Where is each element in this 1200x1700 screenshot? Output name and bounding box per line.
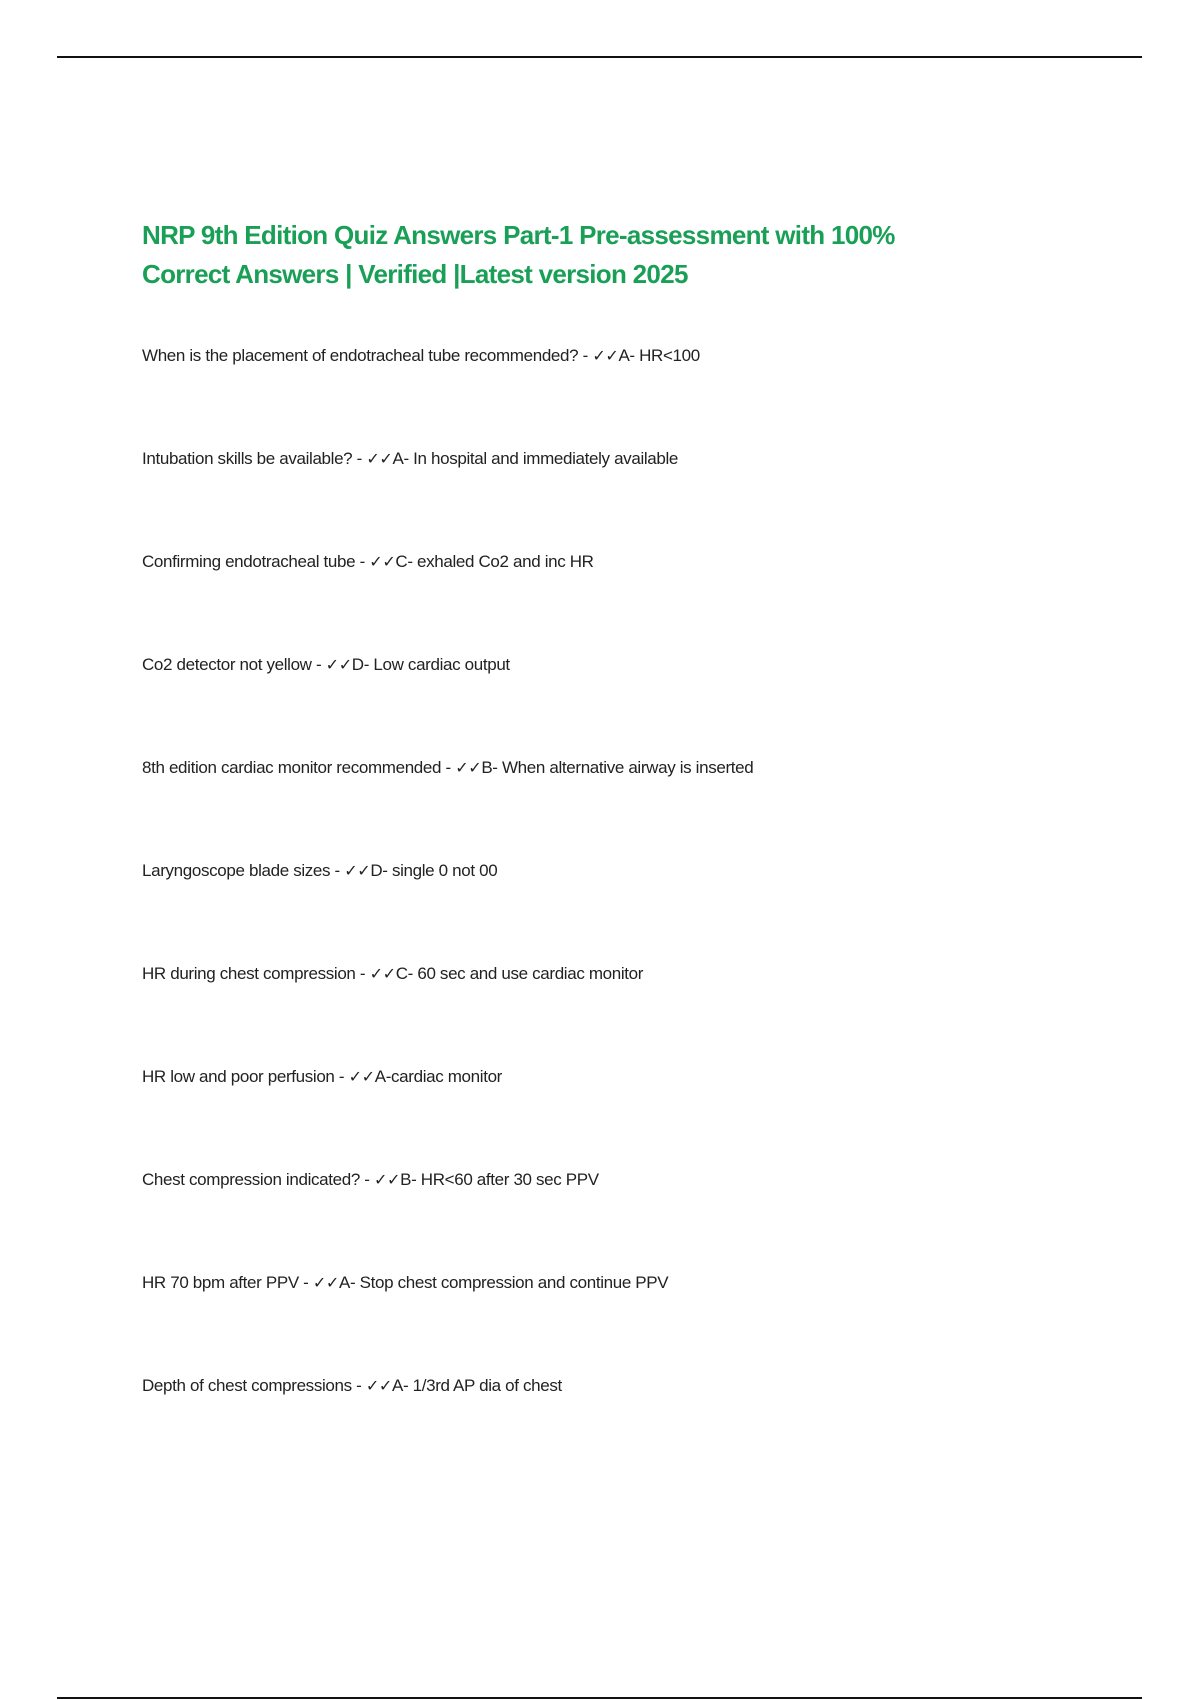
question-text: When is the placement of endotracheal tube recommended? (142, 346, 579, 365)
qa-item (142, 861, 497, 881)
separator: - (351, 1376, 366, 1395)
answer-text: B- HR<60 after 30 sec PPV (400, 1170, 599, 1189)
double-check-icon: ✓✓ (374, 1170, 401, 1189)
question-text: Intubation skills be available? (142, 449, 353, 468)
double-check-icon: ✓✓ (365, 1376, 392, 1395)
question-text: HR 70 bpm after PPV (142, 1273, 299, 1292)
separator: - (578, 346, 593, 365)
question-text: HR during chest compression (142, 964, 356, 983)
double-check-icon: ✓✓ (455, 758, 482, 777)
answer-text: D- single 0 not 00 (370, 861, 498, 880)
qa-item (142, 758, 753, 778)
separator: - (441, 758, 456, 777)
answer-text: C- exhaled Co2 and inc HR (395, 552, 594, 571)
answer-text: A- 1/3rd AP dia of chest (391, 1376, 562, 1395)
double-check-icon: ✓✓ (325, 655, 352, 674)
separator: - (355, 964, 370, 983)
qa-item (142, 346, 700, 366)
separator: - (330, 861, 345, 880)
qa-item (142, 1067, 502, 1087)
question-text: Depth of chest compressions (142, 1376, 352, 1395)
double-check-icon: ✓✓ (592, 346, 619, 365)
title-line-1: NRP 9th Edition Quiz Answers Part-1 Pre-assessment with 100% (142, 220, 895, 250)
question-text: Laryngoscope blade sizes (142, 861, 331, 880)
qa-item (142, 1170, 599, 1190)
qa-item (142, 1376, 562, 1396)
answer-text: A- HR<100 (618, 346, 700, 365)
double-check-icon: ✓✓ (369, 964, 396, 983)
bottom-rule (57, 1697, 1142, 1699)
answer-text: A- In hospital and immediately available (392, 449, 679, 468)
answer-text: D- Low cardiac output (351, 655, 510, 674)
qa-item (142, 655, 510, 675)
separator: - (298, 1273, 313, 1292)
answer-text: A-cardiac monitor (374, 1067, 502, 1086)
qa-item (142, 449, 678, 469)
separator: - (352, 449, 367, 468)
double-check-icon: ✓✓ (348, 1067, 375, 1086)
separator: - (355, 552, 370, 571)
double-check-icon: ✓✓ (312, 1273, 339, 1292)
answer-text: C- 60 sec and use cardiac monitor (395, 964, 644, 983)
qa-item (142, 1273, 668, 1293)
double-check-icon: ✓✓ (344, 861, 371, 880)
qa-item (142, 964, 643, 984)
question-text: HR low and poor perfusion (142, 1067, 335, 1086)
document-title (142, 216, 1102, 294)
double-check-icon: ✓✓ (369, 552, 396, 571)
separator: - (334, 1067, 349, 1086)
separator: - (359, 1170, 374, 1189)
answer-text: B- When alternative airway is inserted (481, 758, 754, 777)
qa-item (142, 552, 594, 572)
question-text: 8th edition cardiac monitor recommended (142, 758, 442, 777)
title-line-2: Correct Answers | Verified |Latest version 2025 (142, 259, 688, 289)
top-rule (57, 56, 1142, 58)
question-text: Co2 detector not yellow (142, 655, 312, 674)
separator: - (311, 655, 326, 674)
question-text: Chest compression indicated? (142, 1170, 360, 1189)
question-text: Confirming endotracheal tube (142, 552, 356, 571)
double-check-icon: ✓✓ (366, 449, 393, 468)
answer-text: A- Stop chest compression and continue PPV (339, 1273, 669, 1292)
